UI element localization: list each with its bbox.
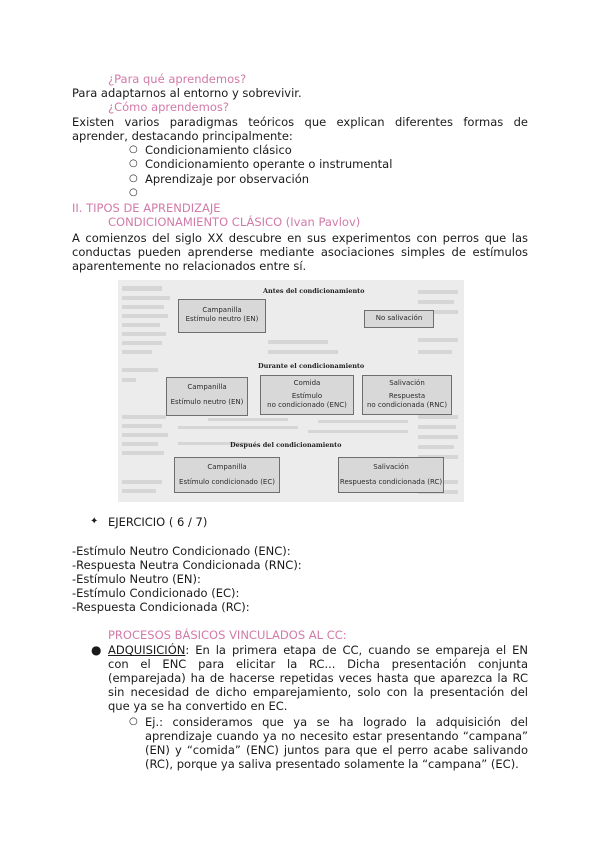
diagram-box-label: no condicionada (RNC) — [366, 401, 448, 409]
diagram-box-label: Campanilla — [207, 463, 247, 471]
diagram-box-label: Estímulo neutro (EN) — [185, 315, 259, 323]
circle-bullet-icon: ○ — [129, 716, 138, 727]
diagram-box-label: No salivación — [375, 314, 423, 322]
exercise-item: -Estímulo Condicionado (EC): — [72, 586, 240, 600]
question-how: ¿Cómo aprendemos? — [108, 100, 229, 114]
example-line: Ej.: consideramos que ya se ha logrado la adquisición del — [145, 715, 528, 729]
circle-bullet-icon: ○ — [129, 144, 138, 155]
paragraph-line: A comienzos del siglo XX descubre en sus experimentos con perros que las — [72, 231, 528, 245]
list-item: Condicionamiento operante o instrumental — [145, 157, 393, 171]
diagram-box — [338, 457, 444, 493]
paragraph-line: aprender, destacando principalmente: — [72, 129, 293, 143]
example-line: (RC), porque ya saliva presentado solamente la “campana” (EC). — [145, 757, 519, 771]
diagram-box — [174, 457, 280, 493]
example-line: aprendizaje cuando ya no necesito estar presentando “campana” — [145, 729, 528, 743]
list-item: Condicionamiento clásico — [145, 143, 292, 157]
processes-title: PROCESOS BÁSICOS VINCULADOS AL CC: — [108, 628, 347, 642]
diagram-box-label: Campanilla — [202, 306, 242, 314]
star-bullet-icon: ✦ — [90, 516, 99, 527]
exercise-item: -Respuesta Neutra Condicionada (RNC): — [72, 558, 302, 572]
diagram-box-label: Estímulo neutro (EN) — [170, 398, 244, 406]
question-why: ¿Para qué aprendemos? — [108, 72, 247, 86]
diagram-box-label: Salivación — [373, 463, 409, 471]
paragraph-line: Existen varios paradigmas teóricos que explican diferentes formas de — [72, 115, 528, 129]
conditioning-diagram-image — [118, 280, 464, 502]
diagram-box-label: Respuesta — [388, 392, 426, 400]
paragraph-line: que ya se ha convertido en EC. — [108, 699, 288, 713]
diagram-box-label: Campanilla — [187, 383, 227, 391]
diagram-box — [166, 377, 248, 416]
answer-why: Para adaptarnos al entorno y sobrevivir. — [72, 86, 302, 100]
exercise-item: -Estímulo Neutro (EN): — [72, 572, 201, 586]
circle-bullet-icon: ○ — [129, 187, 138, 198]
term-acquisition: ADQUISICIÓN — [108, 643, 186, 657]
diagram-box — [260, 375, 354, 415]
diagram-box — [362, 375, 452, 415]
diagram-box-label: Estímulo — [291, 392, 323, 400]
diagram-box-label: Comida — [293, 379, 321, 387]
paragraph-line: con el ENC para elicitar la RC... Dicha presentación conjunta — [108, 657, 528, 671]
filled-bullet-icon: ● — [91, 643, 102, 657]
diagram-box-label: Estímulo condicionado (EC) — [179, 478, 275, 486]
diagram-box-label: Salivación — [389, 379, 425, 387]
section-subtitle: CONDICIONAMIENTO CLÁSICO (Ivan Pavlov) — [108, 215, 361, 229]
diagram-heading-during: Durante el condicionamiento — [258, 362, 365, 370]
section-title: II. TIPOS DE APRENDIZAJE — [72, 201, 221, 215]
diagram-heading-after: Después del condicionamiento — [230, 441, 342, 449]
diagram-box-label: no condicionado (ENC) — [267, 401, 347, 409]
circle-bullet-icon: ○ — [129, 173, 138, 184]
circle-bullet-icon: ○ — [129, 158, 138, 169]
diagram-heading-before: Antes del condicionamiento — [263, 287, 365, 295]
exercise-item: -Respuesta Condicionada (RC): — [72, 600, 250, 614]
exercise-title: EJERCICIO ( 6 / 7) — [108, 515, 208, 529]
paragraph-line — [108, 643, 528, 658]
example-line: (EN) y “comida” (ENC) juntos para que el perro acabe salivando — [145, 743, 528, 757]
list-item: Aprendizaje por observación — [145, 172, 310, 186]
paragraph-line: (emparejada) ha de hacerse repetidas veces hasta que aparezca la RC — [108, 671, 528, 685]
exercise-item: -Estímulo Neutro Condicionado (ENC): — [72, 544, 291, 558]
paragraph-line: conductas pueden aprenderse mediante asociaciones simples de estímulos — [72, 245, 528, 259]
diagram-box — [178, 299, 266, 333]
paragraph-line: sin necesidad de dicho emparejamiento, solo con la presentación del — [108, 685, 528, 699]
term-definition: : En la primera etapa de CC, cuando se empareja el EN — [185, 643, 528, 657]
diagram-box-label: Respuesta condicionada (RC) — [339, 478, 443, 486]
diagram-box — [364, 310, 434, 328]
paragraph-line: aparentemente no relacionados entre sí. — [72, 259, 307, 273]
